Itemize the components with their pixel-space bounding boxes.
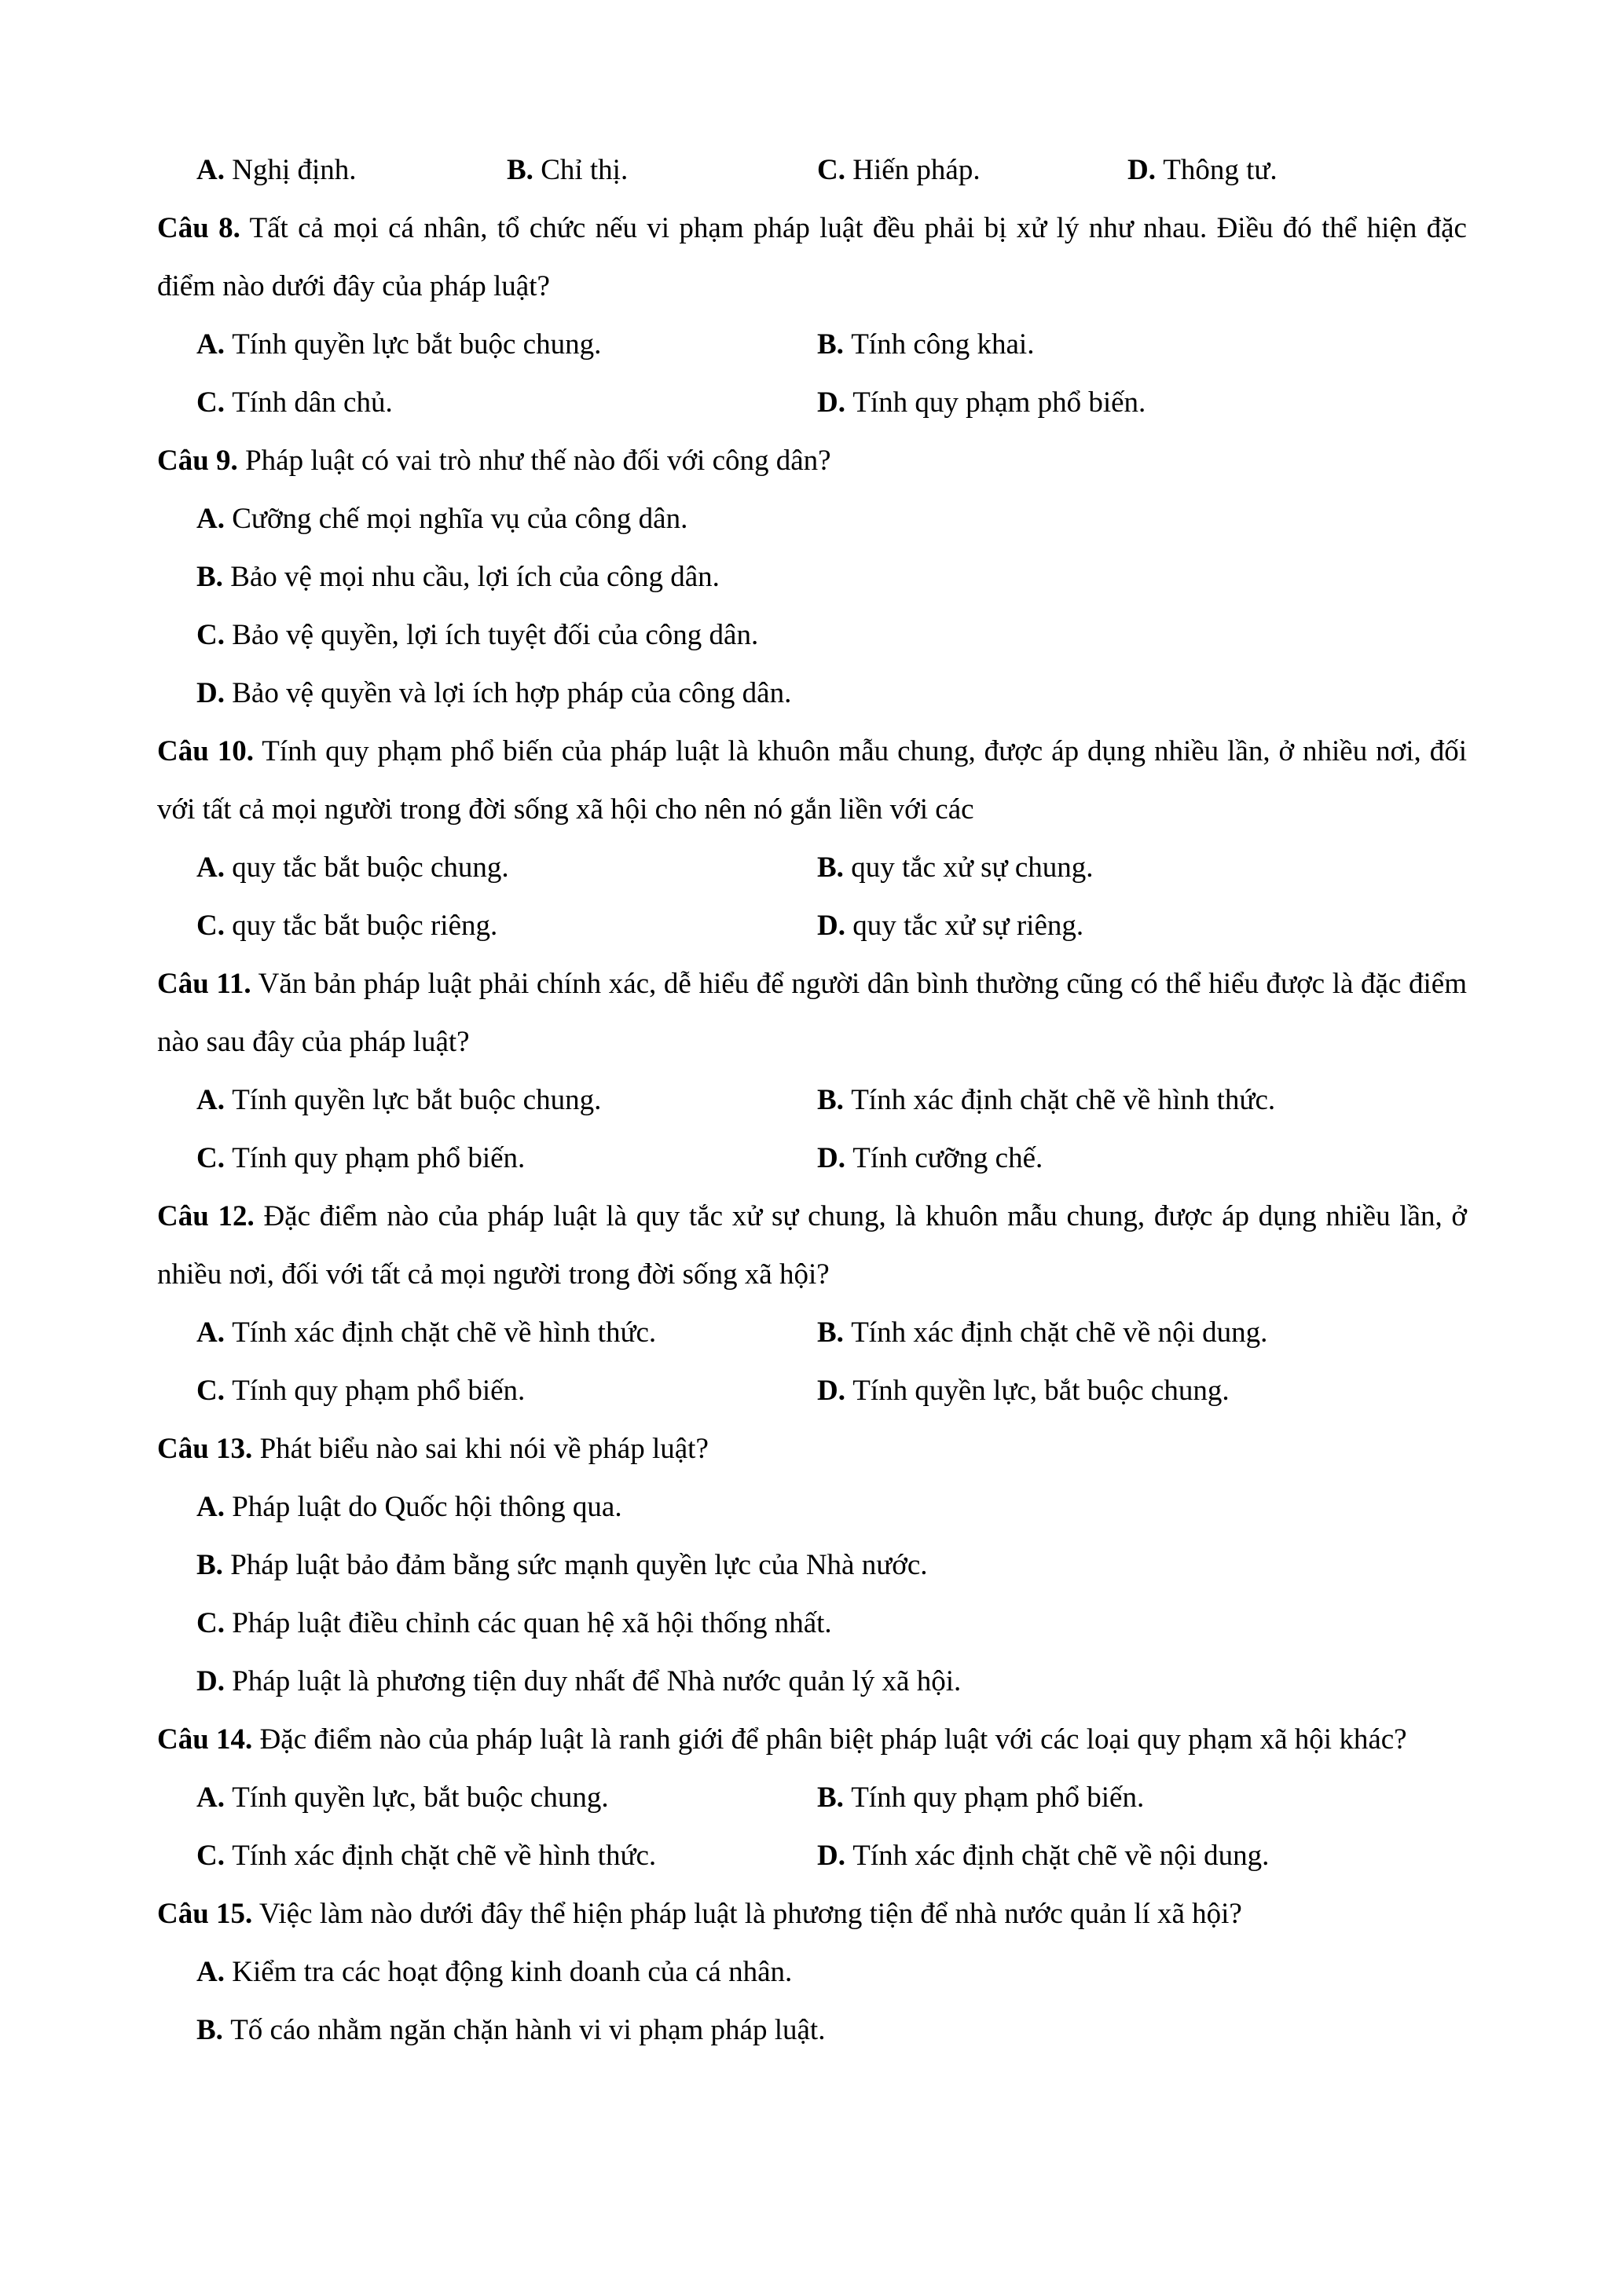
option-text: Tính quyền lực bắt buộc chung. <box>224 328 602 361</box>
option-text: Pháp luật là phương tiện duy nhất để Nhà nước quản lý xã hội. <box>224 1665 962 1697</box>
option-label: B. <box>817 1782 844 1814</box>
option-text: quy tắc bắt buộc riêng. <box>224 910 498 942</box>
answer-option <box>817 839 1467 897</box>
option-text: Tính công khai. <box>843 328 1035 361</box>
option-label: B. <box>817 328 844 361</box>
question-text: Câu 12. Đặc điểm nào của pháp luật là quy tắc xử sự chung, là khuôn mẫu chung, được áp dụng nhiều lần, ở nhiều nơi, đối với tất cả mọi người trong đời sống xã hội? <box>157 1200 1467 1291</box>
option-label: D. <box>817 1375 845 1407</box>
option-text: Tính quyền lực, bắt buộc chung. <box>224 1782 609 1814</box>
answer-option <box>196 1304 817 1362</box>
option-text: Tố cáo nhằm ngăn chặn hành vi vi phạm pháp luật. <box>222 2014 826 2046</box>
question-text: Câu 11. Văn bản pháp luật phải chính xác, dễ hiểu để người dân bình thường cũng có thể hiểu được là đặc điểm nào sau đây của pháp luật? <box>157 968 1467 1058</box>
answer-option <box>817 1130 1467 1188</box>
options-group <box>157 839 1467 955</box>
options-group <box>157 316 1467 432</box>
option-label: D. <box>196 677 225 709</box>
question-number: Câu 14. <box>157 1723 253 1756</box>
option-label: A. <box>196 1316 225 1349</box>
option-text: Tính xác định chặt chẽ về nội dung. <box>843 1316 1268 1349</box>
option-text: Chỉ thị. <box>533 154 629 186</box>
answer-option <box>157 1536 1467 1595</box>
answer-option <box>196 1071 817 1130</box>
question-block <box>157 723 1467 955</box>
option-label: B. <box>817 851 844 884</box>
option-label: C. <box>196 386 225 419</box>
option-label: C. <box>196 1142 225 1174</box>
option-text: Tính quy phạm phổ biến. <box>224 1142 526 1174</box>
answer-option <box>157 548 1467 606</box>
answer-option <box>817 897 1467 955</box>
answer-option <box>157 490 1467 548</box>
option-text: Pháp luật do Quốc hội thông qua. <box>224 1491 622 1523</box>
option-text: Tính quyền lực bắt buộc chung. <box>224 1084 602 1116</box>
option-label: B. <box>817 1084 844 1116</box>
option-label: B. <box>196 1549 223 1581</box>
question-number: Câu 10. <box>157 735 254 767</box>
answer-option <box>817 141 1127 200</box>
answer-option <box>1127 141 1467 200</box>
option-text: Kiểm tra các hoạt động kinh doanh của cá nhân. <box>224 1956 793 1988</box>
option-label: B. <box>196 2014 223 2046</box>
question-text: Câu 10. Tính quy phạm phổ biến của pháp luật là khuôn mẫu chung, được áp dụng nhiều lần, ở nhiều nơi, đối với tất cả mọi người trong đời sống xã hội cho nên nó gắn liền với các <box>157 735 1467 826</box>
options-group <box>157 490 1467 723</box>
option-text: Tính xác định chặt chẽ về nội dung. <box>845 1840 1270 1872</box>
option-label: A. <box>196 154 225 186</box>
option-text: Bảo vệ quyền, lợi ích tuyệt đối của công dân. <box>224 619 759 651</box>
option-text: Tính quy phạm phổ biến. <box>224 1375 526 1407</box>
option-label: C. <box>196 1840 225 1872</box>
option-label: A. <box>196 328 225 361</box>
option-text: Nghị định. <box>224 154 357 186</box>
question-block <box>157 1420 1467 1711</box>
exam-content <box>157 141 1467 2060</box>
option-label: D. <box>817 1840 845 1872</box>
answer-option <box>157 1595 1467 1653</box>
question-text: Câu 13. Phát biểu nào sai khi nói về pháp luật? <box>157 1433 709 1465</box>
question-number: Câu 13. <box>157 1433 253 1465</box>
answer-option <box>196 374 817 432</box>
option-text: Tính xác định chặt chẽ về hình thức. <box>224 1316 657 1349</box>
options-group <box>157 1304 1467 1420</box>
answer-option <box>817 1769 1467 1827</box>
options-group <box>157 1943 1467 2060</box>
option-label: C. <box>196 1375 225 1407</box>
option-label: D. <box>817 910 845 942</box>
option-label: C. <box>196 910 225 942</box>
answer-option <box>157 606 1467 665</box>
answer-option <box>196 316 817 374</box>
answer-option <box>196 897 817 955</box>
option-label: B. <box>196 561 223 593</box>
answer-option <box>157 1653 1467 1711</box>
option-label: B. <box>507 154 533 186</box>
options-group <box>157 1769 1467 1885</box>
question-block <box>157 200 1467 432</box>
question-number: Câu 9. <box>157 445 238 477</box>
option-label: D. <box>817 1142 845 1174</box>
option-text: Bảo vệ quyền và lợi ích hợp pháp của công dân. <box>224 677 792 709</box>
options-group <box>157 1071 1467 1188</box>
option-text: quy tắc xử sự riêng. <box>845 910 1084 942</box>
answer-option <box>196 1362 817 1420</box>
answer-option <box>817 316 1467 374</box>
option-text: Pháp luật bảo đảm bằng sức mạnh quyền lực của Nhà nước. <box>222 1549 928 1581</box>
option-label: C. <box>196 1607 225 1639</box>
answer-option <box>196 1827 817 1885</box>
question-number: Câu 12. <box>157 1200 255 1232</box>
leading-options-row <box>157 141 1467 200</box>
answer-option <box>817 1827 1467 1885</box>
option-text: Cưỡng chế mọi nghĩa vụ của công dân. <box>224 503 688 535</box>
question-block <box>157 1188 1467 1420</box>
option-text: Bảo vệ mọi nhu cầu, lợi ích của công dân. <box>222 561 720 593</box>
option-text: Hiến pháp. <box>845 154 981 186</box>
option-text: Tính quy phạm phổ biến. <box>845 386 1146 419</box>
answer-option <box>196 1130 817 1188</box>
question-text: Câu 15. Việc làm nào dưới đây thể hiện pháp luật là phương tiện để nhà nước quản lí xã hội? <box>157 1898 1242 1930</box>
question-number: Câu 11. <box>157 968 251 1000</box>
option-label: D. <box>817 386 845 419</box>
answer-option <box>817 1362 1467 1420</box>
answer-option <box>157 1943 1467 2001</box>
option-text: Thông tư. <box>1155 154 1278 186</box>
option-label: A. <box>196 1956 225 1988</box>
option-label: D. <box>196 1665 225 1697</box>
option-text: Tính xác định chặt chẽ về hình thức. <box>224 1840 657 1872</box>
option-text: quy tắc xử sự chung. <box>843 851 1094 884</box>
answer-option <box>507 141 817 200</box>
question-text: Câu 8. Tất cả mọi cá nhân, tổ chức nếu vi phạm pháp luật đều phải bị xử lý như nhau. Điều đó thể hiện đặc điểm nào dưới đây của pháp luật? <box>157 212 1467 302</box>
question-number: Câu 15. <box>157 1898 253 1930</box>
option-label: C. <box>196 619 225 651</box>
answer-option <box>196 1769 817 1827</box>
question-block <box>157 955 1467 1188</box>
question-text: Câu 14. Đặc điểm nào của pháp luật là ranh giới để phân biệt pháp luật với các loại quy phạm xã hội khác? <box>157 1723 1407 1756</box>
answer-option <box>157 1478 1467 1536</box>
answer-option <box>157 2001 1467 2060</box>
answer-option <box>157 665 1467 723</box>
option-text: Tính cưỡng chế. <box>845 1142 1043 1174</box>
option-label: A. <box>196 1491 225 1523</box>
question-block <box>157 1885 1467 2060</box>
answer-option <box>817 1071 1467 1130</box>
answer-option <box>817 374 1467 432</box>
option-text: Tính quyền lực, bắt buộc chung. <box>845 1375 1230 1407</box>
option-text: Tính dân chủ. <box>224 386 393 419</box>
question-text: Câu 9. Pháp luật có vai trò như thế nào đối với công dân? <box>157 445 831 477</box>
option-label: A. <box>196 503 225 535</box>
option-label: B. <box>817 1316 844 1349</box>
option-label: A. <box>196 1782 225 1814</box>
option-label: A. <box>196 851 225 884</box>
option-label: A. <box>196 1084 225 1116</box>
option-text: Tính xác định chặt chẽ về hình thức. <box>843 1084 1276 1116</box>
answer-option <box>817 1304 1467 1362</box>
option-label: D. <box>1127 154 1156 186</box>
question-number: Câu 8. <box>157 212 240 244</box>
answer-option <box>196 141 507 200</box>
option-label: C. <box>817 154 845 186</box>
question-block <box>157 432 1467 723</box>
option-text: Pháp luật điều chỉnh các quan hệ xã hội thống nhất. <box>224 1607 832 1639</box>
option-text: Tính quy phạm phổ biến. <box>843 1782 1145 1814</box>
question-block <box>157 1711 1467 1885</box>
option-text: quy tắc bắt buộc chung. <box>224 851 509 884</box>
answer-option <box>196 839 817 897</box>
options-group <box>157 1478 1467 1711</box>
